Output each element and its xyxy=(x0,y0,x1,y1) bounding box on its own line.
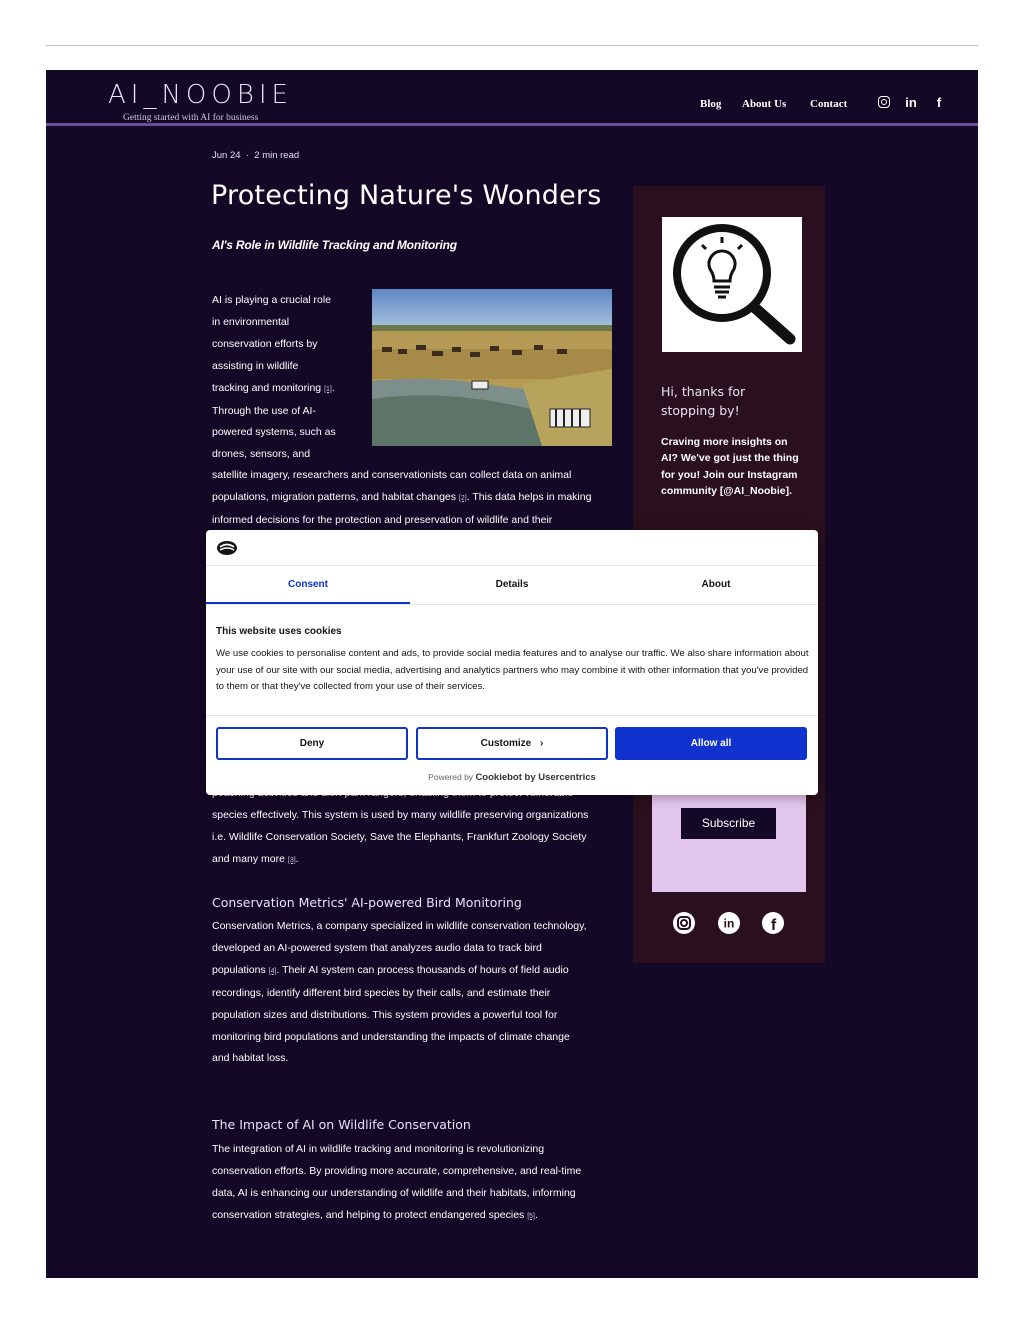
customize-button[interactable] xyxy=(416,727,608,760)
post-date: Jun 24 xyxy=(212,150,241,161)
intro-line: powered systems, such as xyxy=(212,426,336,439)
paragraph-line: and many more [3]. xyxy=(212,852,299,865)
intro-paragraph-wrap xyxy=(212,290,362,466)
instagram-icon[interactable] xyxy=(878,96,892,110)
nav-blog[interactable]: Blog xyxy=(700,98,722,110)
intro-line: drones, sensors, and xyxy=(212,448,311,461)
post-meta: Jun 24 · 2 min read xyxy=(212,150,300,161)
paragraph-line: Conservation Metrics, a company specialized in wildlife conservation technology, xyxy=(212,920,587,932)
tab-consent[interactable]: Consent xyxy=(288,579,328,590)
tab-details[interactable]: Details xyxy=(495,579,529,590)
powered-prefix: Powered by xyxy=(428,772,474,782)
section-1-body xyxy=(212,916,632,1070)
powered-by xyxy=(206,772,818,783)
deny-button[interactable]: Deny xyxy=(216,727,408,760)
dialog-body: We use cookies to personalise content and ads, to provide social media features and to analyse our traffic. We also share information about your use of our site with our social media, advertising and analytics partners who may combine it with other information that you've provided to them or that they've collected from your use of their services. xyxy=(216,648,809,692)
post-title: Protecting Nature's Wonders xyxy=(211,180,602,211)
paragraph-line: The integration of AI in wildlife tracking and monitoring is revolutionizing xyxy=(212,1143,545,1155)
intro-line: in environmental xyxy=(212,315,290,328)
greeting-line: Hi, thanks for xyxy=(661,384,746,399)
powered-brand-link[interactable]: Cookiebot by Usercentrics xyxy=(475,772,596,783)
reference-link[interactable]: [2] xyxy=(458,494,467,502)
site-header xyxy=(46,70,978,124)
intro-line: assisting in wildlife xyxy=(212,359,299,372)
paragraph-line: i.e. Wildlife Conservation Society, Save the Elephants, Frankfurt Zoology Society xyxy=(212,830,587,843)
sidebar-greeting xyxy=(661,382,745,420)
paragraph-2 xyxy=(212,783,632,872)
intro-line: Through the use of AI- xyxy=(212,404,316,417)
intro-line: tracking and monitoring [1]. xyxy=(212,381,335,394)
reference-link[interactable]: [1] xyxy=(324,385,332,393)
facebook-icon[interactable]: f xyxy=(936,95,942,110)
section-heading-impact: The Impact of AI on Wildlife Conservation xyxy=(212,1117,471,1132)
greeting-line: stopping by! xyxy=(661,403,740,418)
svg-text:f: f xyxy=(770,917,777,934)
facebook-icon[interactable] xyxy=(762,912,784,934)
subscribe-box xyxy=(652,786,806,892)
site-logo[interactable]: AI_NOOBIE xyxy=(108,80,293,110)
reference-link[interactable]: [3] xyxy=(287,856,296,864)
paragraph-line: populations [4]. Their AI system can process thousands of hours of field audio xyxy=(212,963,569,976)
chevron-right-icon: › xyxy=(540,738,544,749)
post-read-time: 2 min read xyxy=(254,150,300,161)
dialog-tabs xyxy=(206,565,818,605)
linkedin-icon[interactable] xyxy=(718,912,740,934)
intro-line: informed decisions for the protection and preservation of wildlife and their xyxy=(212,513,553,526)
paragraph-line: developed an AI-powered system that analyzes audio data to track bird xyxy=(212,941,542,954)
intro-line: AI is playing a crucial role xyxy=(212,294,332,306)
nav-about-us[interactable]: About Us xyxy=(742,98,787,110)
paragraph-line: data, AI is enhancing our understanding of wildlife and their habitats, informing xyxy=(212,1186,576,1199)
paragraph-line: conservation efforts. By providing more accurate, comprehensive, and real-time xyxy=(212,1164,582,1177)
nav-contact[interactable]: Contact xyxy=(810,98,848,110)
subscribe-button[interactable]: Subscribe xyxy=(681,808,776,839)
allow-all-button[interactable]: Allow all xyxy=(615,727,807,760)
intro-line: satellite imagery, researchers and conservationists can collect data on animal xyxy=(212,469,572,481)
linkedin-icon[interactable]: in xyxy=(905,95,917,110)
wildlife-photo xyxy=(372,289,612,446)
lightbulb-magnifier-icon xyxy=(662,217,802,352)
section-2-body xyxy=(212,1139,632,1228)
paragraph-line: and habitat loss. xyxy=(212,1052,289,1065)
top-divider xyxy=(46,45,978,46)
intro-line: populations, migration patterns, and habitat changes [2]. This data helps in making xyxy=(212,490,592,503)
paragraph-line: monitoring bird populations and understanding the impacts of climate change xyxy=(212,1030,570,1043)
customize-label: Customize xyxy=(480,738,532,749)
instagram-icon[interactable] xyxy=(673,912,695,934)
cookiebot-logo-icon xyxy=(216,540,238,561)
header-divider xyxy=(46,123,978,126)
sidebar-text: Craving more insights on AI? We've got just the thing for you! Join our Instagram community [@AI_Noobie]. xyxy=(661,436,799,497)
site-tagline: Getting started with AI for business xyxy=(123,113,259,123)
intro-line: conservation efforts by xyxy=(212,337,318,350)
paragraph-line: conservation strategies, and helping to protect endangered species [5]. xyxy=(212,1208,538,1221)
post-subtitle: AI's Role in Wildlife Tracking and Monitoring xyxy=(212,238,457,252)
paragraph-line: recordings, identify different bird species by their calls, and estimate their xyxy=(212,986,551,999)
intro-full-width xyxy=(212,465,632,532)
section-heading-bird-monitoring: Conservation Metrics' AI-powered Bird Monitoring xyxy=(212,895,522,910)
paragraph-line: species effectively. This system is used by many wildlife preserving organizations xyxy=(212,808,589,821)
paragraph-line: population sizes and distributions. This system provides a powerful tool for xyxy=(212,1008,558,1021)
reference-link[interactable]: [4] xyxy=(268,967,277,975)
svg-text:in: in xyxy=(723,916,735,931)
tab-about[interactable]: About xyxy=(701,579,731,590)
dialog-divider xyxy=(206,715,818,716)
dialog-title: This website uses cookies xyxy=(216,626,342,637)
active-tab-indicator xyxy=(206,602,410,604)
cookie-consent-dialog xyxy=(206,530,818,795)
reference-link[interactable]: [5] xyxy=(527,1212,536,1220)
